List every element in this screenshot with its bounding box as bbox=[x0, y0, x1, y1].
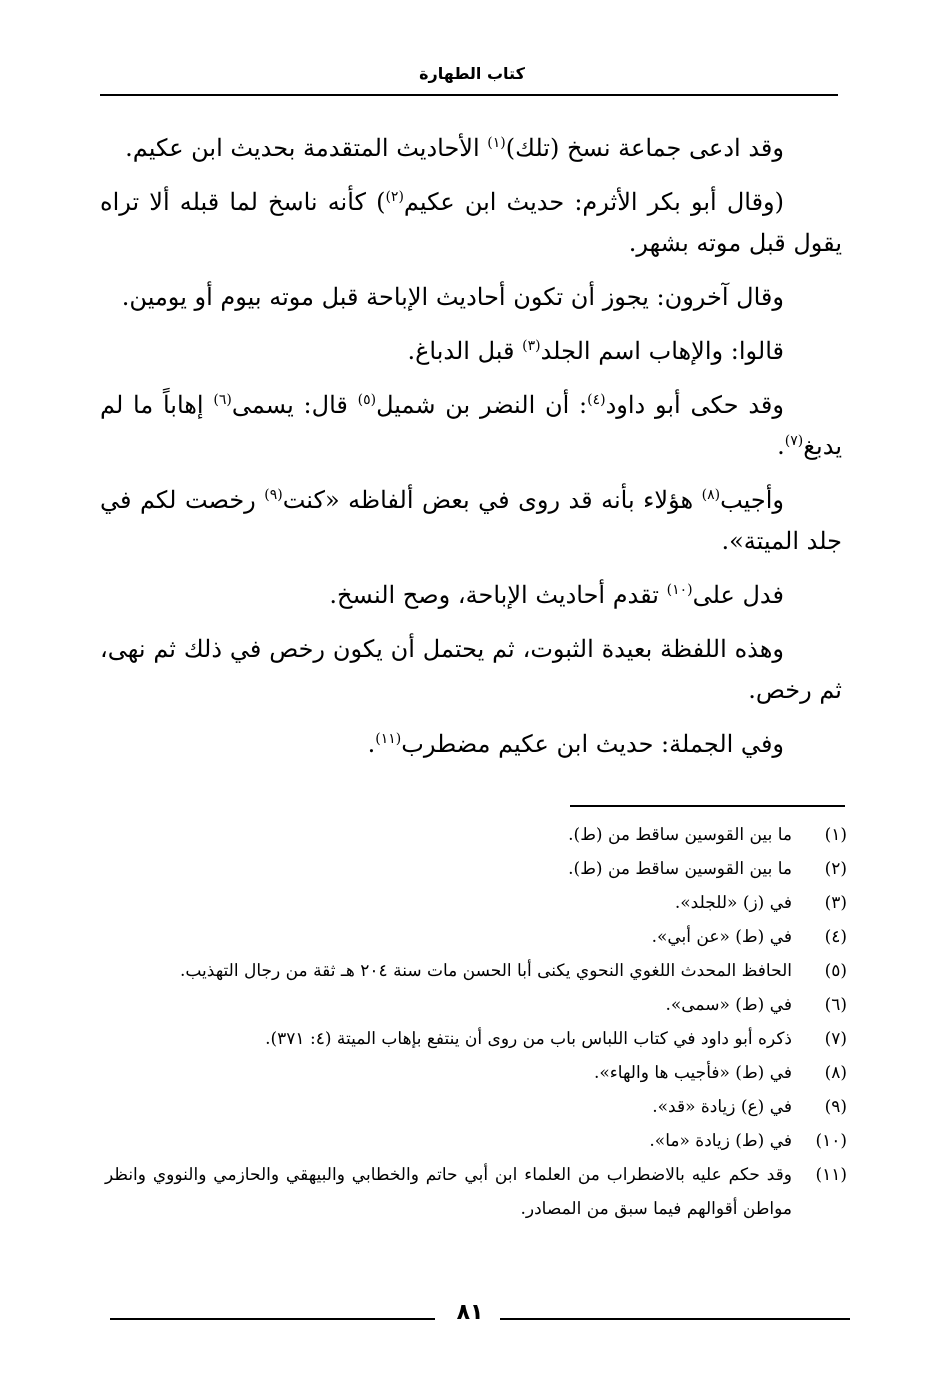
footnote-number: (٩) bbox=[824, 1097, 847, 1117]
footnote bbox=[105, 954, 847, 988]
footnote bbox=[105, 1158, 847, 1226]
footnote-text: الحافظ المحدث اللغوي النحوي يكنى أبا الحسن مات سنة ٢٠٤ هـ ثقة من رجال التهذيب. bbox=[179, 961, 792, 981]
paragraph-3: وقال آخرون: يجوز أن تكون أحاديث الإباحة قبل موته بيوم أو يومين. bbox=[121, 283, 784, 311]
footnote bbox=[105, 886, 847, 920]
header-rule bbox=[100, 94, 838, 96]
paragraph-5: وقد حكى أبو داود$^{(٤)}$: أن النضر بن شميل$^{(٥)}$ قال: يسمى$^{(٦)}$ إهاباً ما لم يدبغ$^{(٧)}$. bbox=[100, 391, 842, 460]
footnote-number: (٦) bbox=[824, 995, 847, 1015]
running-head: كتاب الطهارة bbox=[419, 64, 525, 83]
footnote-number: (٧) bbox=[824, 1029, 847, 1049]
footnote-number: (١٠) bbox=[815, 1131, 847, 1151]
footnote-ref: (٥) bbox=[357, 392, 377, 408]
paragraph-8: وهذه اللفظة بعيدة الثبوت، ثم يحتمل أن يكون رخص في ذلك ثم نهى، ثم رخص. bbox=[100, 635, 842, 704]
footnote-ref: (٣) bbox=[522, 338, 541, 354]
footnote bbox=[105, 1090, 847, 1124]
footnote-ref: (١٠) bbox=[666, 582, 693, 598]
footnote bbox=[105, 920, 847, 954]
main-text bbox=[100, 128, 842, 778]
paragraph-1: وقد ادعى جماعة نسخ (تلك)$^{(١)}$ الأحاديث المتقدمة بحديث ابن عكيم. bbox=[125, 134, 784, 162]
footnote-text: في (ع) زيادة «قد». bbox=[652, 1097, 792, 1117]
footer-rule-right bbox=[500, 1318, 850, 1320]
footnote bbox=[105, 852, 847, 886]
footnote bbox=[105, 988, 847, 1022]
footnote-ref: (١١) bbox=[375, 731, 402, 747]
paragraph-2: (وقال أبو بكر الأثرم: حديث ابن عكيم$^{(٢)}$) كأنه ناسخ لما قبله ألا تراه يقول قبل موته بشهر. bbox=[100, 188, 842, 257]
footnote bbox=[105, 1022, 847, 1056]
footnote-ref: (٤) bbox=[587, 392, 606, 408]
footnote-text: في (ط) «فأجيب ها والهاء». bbox=[593, 1063, 792, 1083]
footnote-number: (٥) bbox=[824, 961, 847, 981]
footnote-text: في (ط) زيادة «ما». bbox=[649, 1131, 792, 1151]
footnote-number: (٣) bbox=[824, 893, 847, 913]
footer-rule-left bbox=[110, 1318, 435, 1320]
footnote-number: (١١) bbox=[815, 1165, 847, 1185]
footnote bbox=[105, 1124, 847, 1158]
footnote-text: في (ط) «سمى». bbox=[665, 995, 792, 1015]
footnote-number: (٤) bbox=[824, 927, 847, 947]
footnotes bbox=[105, 818, 847, 1226]
footnote bbox=[105, 818, 847, 852]
paragraph-6: وأجيب$^{(٨)}$ هؤلاء بأنه قد روى في بعض ألفاظه «كنت$^{(٩)}$ رخصت لكم في جلد الميتة». bbox=[100, 486, 842, 555]
paragraph-4: قالوا: والإهاب اسم الجلد$^{(٣)}$ قبل الدباغ. bbox=[407, 337, 784, 365]
footnote-text: ما بين القوسين ساقط من (ط). bbox=[568, 825, 792, 845]
footnote-text: في (ط) «عن أبي». bbox=[651, 927, 792, 947]
paragraph-9: وفي الجملة: حديث ابن عكيم مضطرب$^{(١١)}$. bbox=[367, 730, 784, 758]
footnote-ref: (٢) bbox=[385, 189, 404, 205]
paragraph-7: فدل على$^{(١٠)}$ تقدم أحاديث الإباحة، وصح النسخ. bbox=[329, 581, 784, 609]
footnote-ref: (١) bbox=[487, 135, 506, 151]
footnote-text: وقد حكم عليه بالاضطراب من العلماء ابن أبي حاتم والخطابي والبيهقي والحازمي والنووي وانظر مواطن أقوالهم فيما سبق من المصادر. bbox=[105, 1165, 792, 1219]
footnote-text: ما بين القوسين ساقط من (ط). bbox=[568, 859, 792, 879]
footnote-text: في (ز) «للجلد». bbox=[674, 893, 792, 913]
footnote-text: ذكره أبو داود في كتاب اللباس باب من روى أن ينتفع بإهاب الميتة (٤: ٣٧١). bbox=[265, 1029, 792, 1049]
footnote-ref: (٩) bbox=[264, 487, 283, 503]
page-number: ٨١ bbox=[456, 1300, 484, 1325]
footnote-ref: (٨) bbox=[701, 487, 721, 503]
footnote-ref: (٦) bbox=[213, 392, 232, 408]
footnote-number: (٢) bbox=[824, 859, 847, 879]
footnote-separator bbox=[570, 805, 845, 807]
footnote-number: (١) bbox=[824, 825, 847, 845]
footnote bbox=[105, 1056, 847, 1090]
footnote-number: (٨) bbox=[824, 1063, 847, 1083]
footnote-ref: (٧) bbox=[784, 433, 804, 449]
